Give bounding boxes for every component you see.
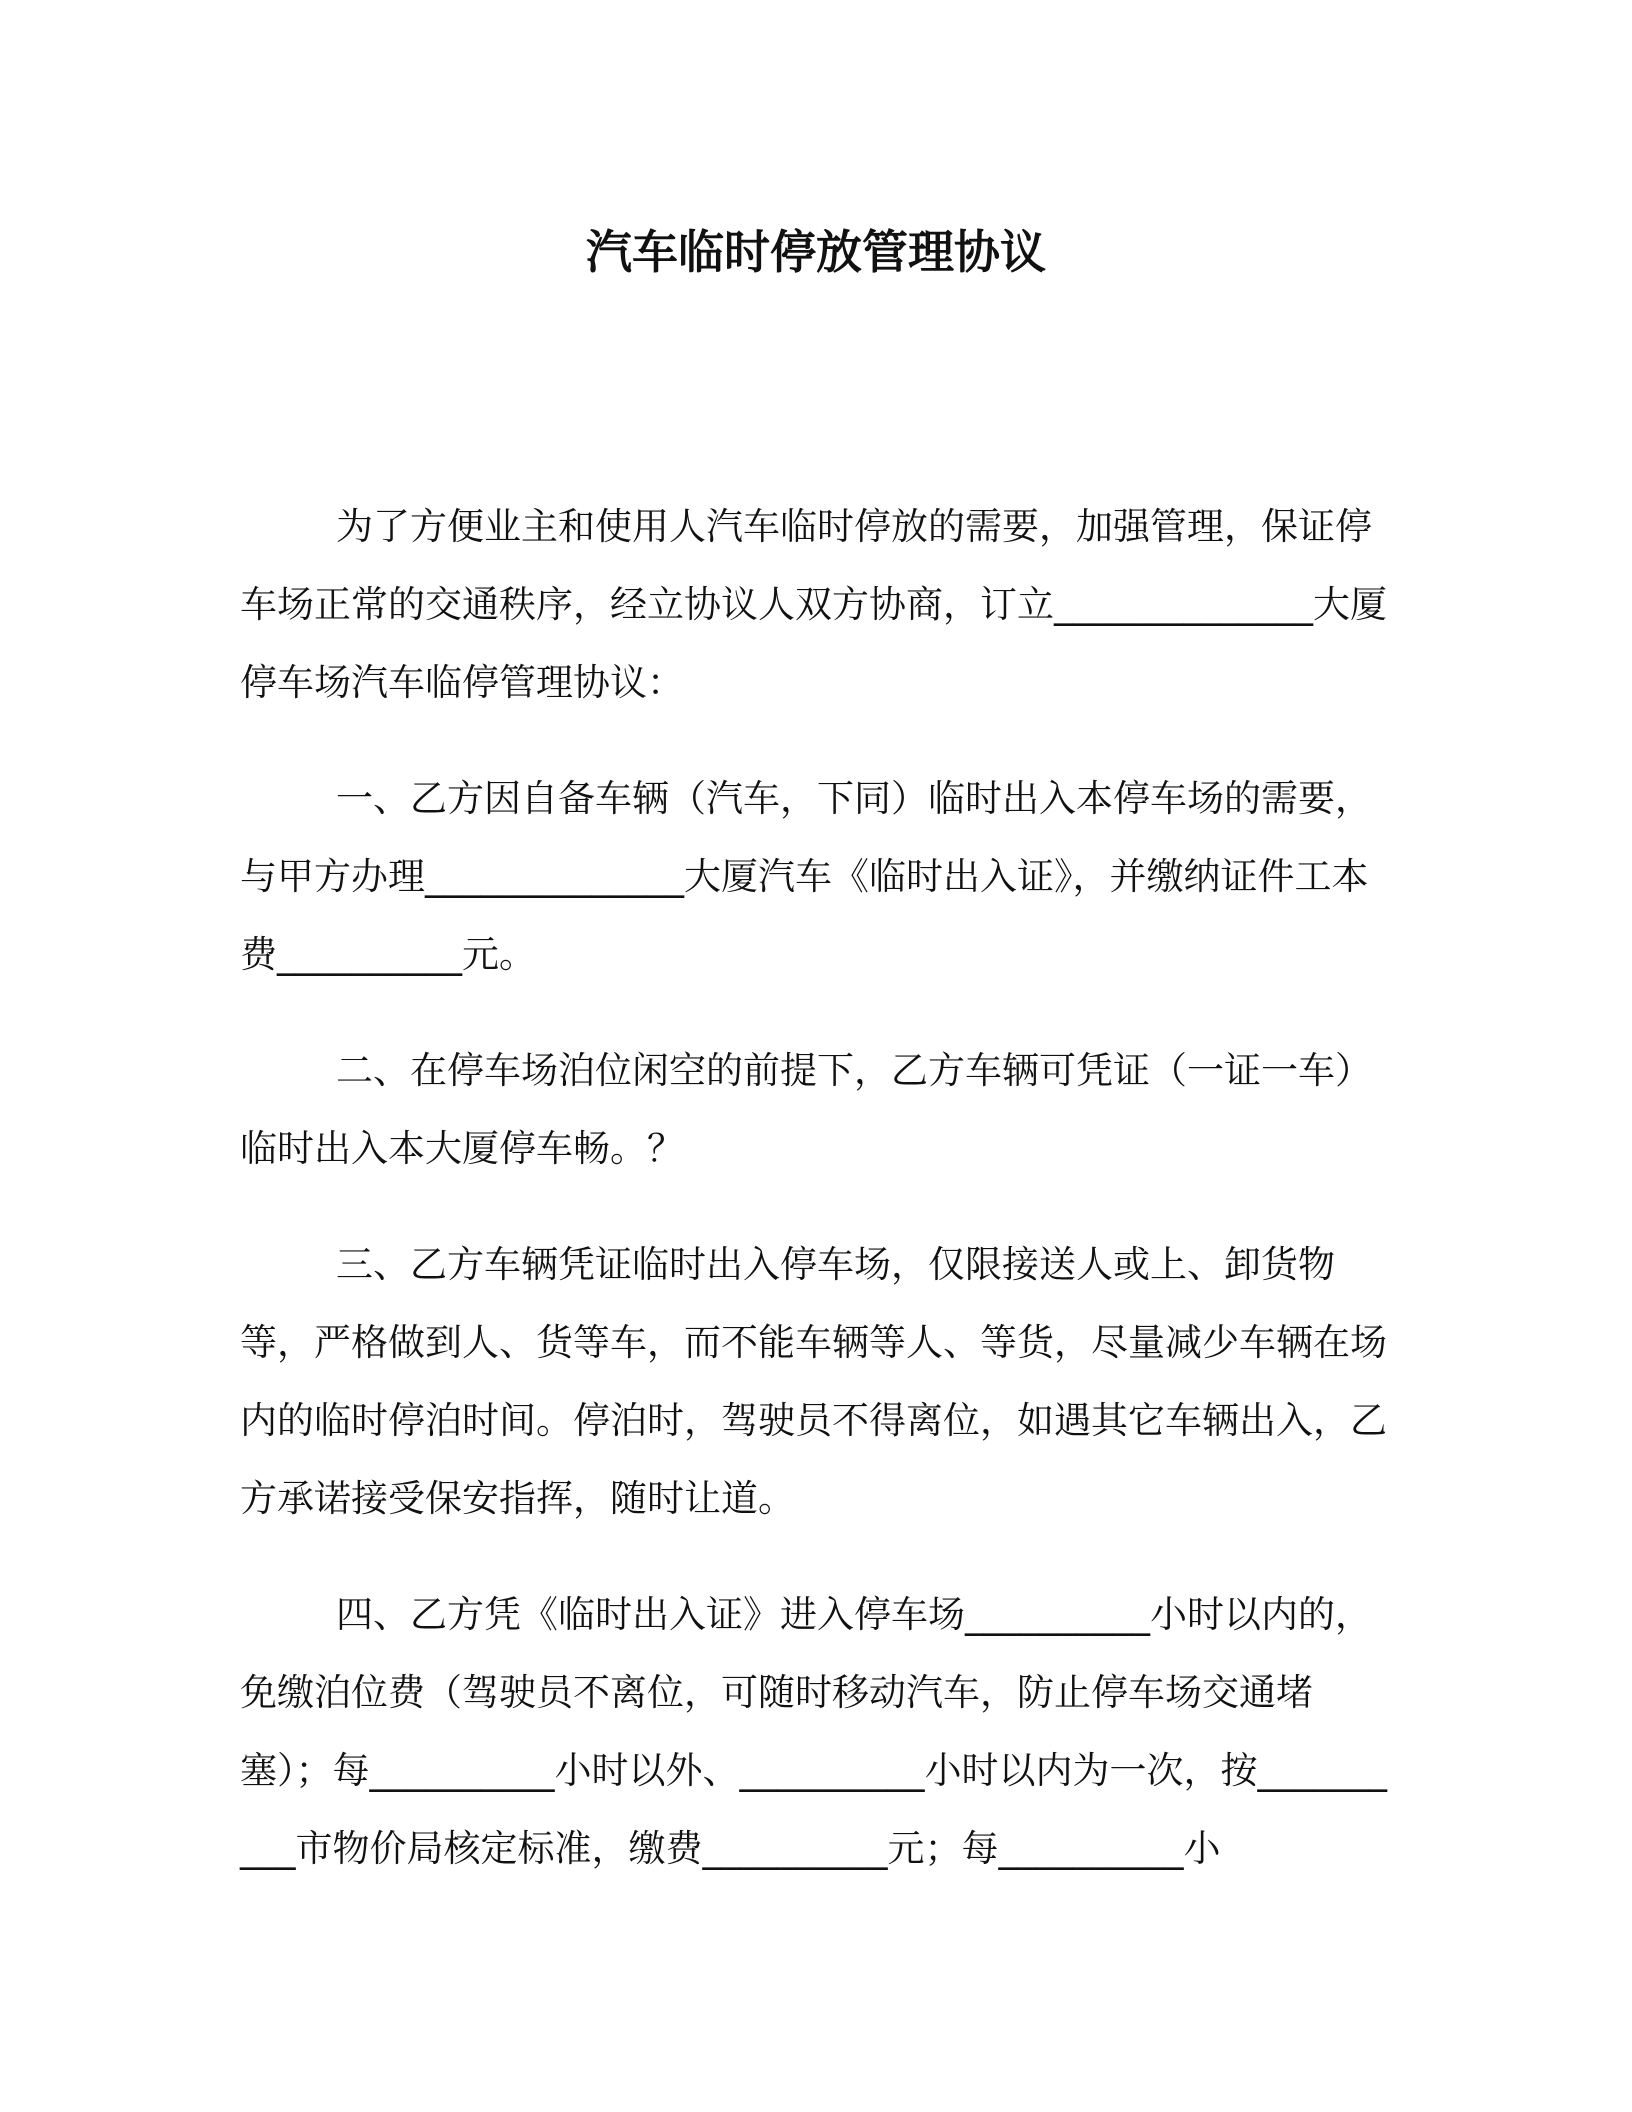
paragraph-clause-4 (240, 1576, 1400, 1888)
paragraph-clause-1 (240, 760, 1400, 994)
paragraph-clause-2 (240, 1032, 1400, 1188)
paragraph-intro (240, 488, 1400, 722)
paragraph-clause-3-text: 三、乙方车辆凭证临时出入停车场，仅限接送人或上、卸货物等，严格做到人、货等车，而不能车辆等人、等货，尽量减少车辆在场内的临时停泊时间。停泊时，驾驶员不得离位，如遇其它车辆出入，乙方承诺接受保安指挥，随时让道。 (240, 1243, 1387, 1520)
paragraph-clause-1-text: 一、乙方因自备车辆（汽车，下同）临时出入本停车场的需要，与甲方办理______________大厦汽车《临时出入证》，并缴纳证件工本费__________元。 (240, 777, 1372, 976)
paragraph-clause-4-text: 四、乙方凭《临时出入证》进入停车场__________小时以内的，免缴泊位费（驾驶员不离位，可随时移动汽车，防止停车场交通堵塞）；每__________小时以外、__________小时以内为一次，按__________市物价局核定标准，缴费__________元；每__________小 (240, 1593, 1387, 1870)
paragraph-clause-2-text: 二、在停车场泊位闲空的前提下，乙方车辆可凭证（一证一车）临时出入本大厦停车畅。？ (240, 1049, 1372, 1170)
paragraph-clause-3 (240, 1226, 1400, 1538)
document-title: 汽车临时停放管理协议 (586, 225, 1046, 279)
document-body (240, 488, 1400, 1926)
paragraph-intro-text: 为了方便业主和使用人汽车临时停放的需要，加强管理，保证停车场正常的交通秩序，经立协议人双方协商，订立______________大厦停车场汽车临停管理协议： (240, 505, 1387, 704)
